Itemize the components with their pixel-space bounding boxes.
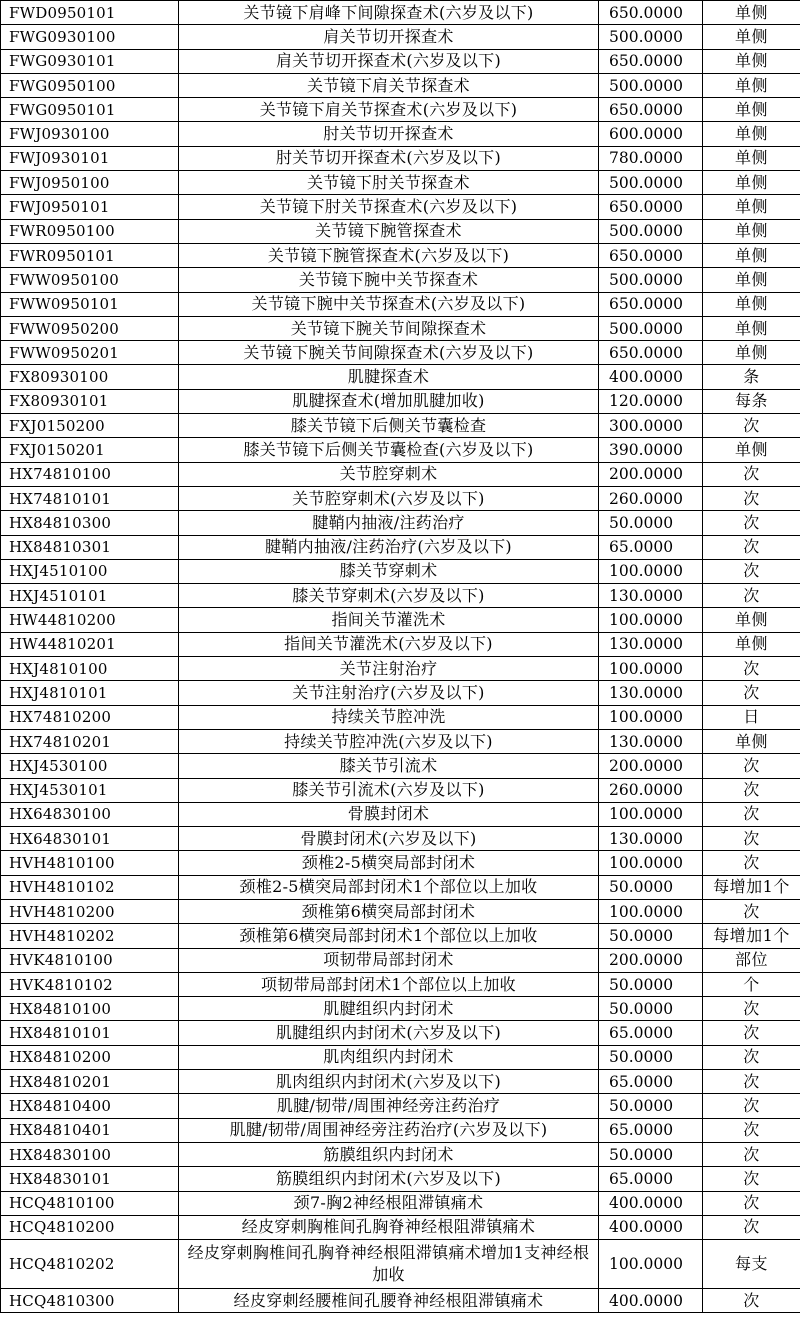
table-row bbox=[1, 802, 800, 826]
item-unit-cell: 每条 bbox=[703, 389, 800, 413]
table-row bbox=[1, 1118, 800, 1142]
item-unit-cell: 次 bbox=[703, 827, 800, 851]
table-row bbox=[1, 1094, 800, 1118]
item-code-cell: HCQ4810202 bbox=[1, 1240, 179, 1289]
item-name-cell: 筋膜组织内封闭术 bbox=[179, 1142, 599, 1166]
table-row bbox=[1, 25, 800, 49]
item-name-cell: 关节腔穿刺术(六岁及以下) bbox=[179, 486, 599, 510]
item-code-cell: HXJ4810101 bbox=[1, 681, 179, 705]
table-row bbox=[1, 98, 800, 122]
item-code-cell: HX84810401 bbox=[1, 1118, 179, 1142]
table-row bbox=[1, 268, 800, 292]
item-price-cell: 130.0000 bbox=[599, 681, 703, 705]
item-unit-cell: 每支 bbox=[703, 1240, 800, 1289]
item-code-cell: HW44810201 bbox=[1, 632, 179, 656]
item-unit-cell: 单侧 bbox=[703, 25, 800, 49]
item-code-cell: HXJ4530101 bbox=[1, 778, 179, 802]
item-name-cell: 经皮穿刺经腰椎间孔腰脊神经根阻滞镇痛术 bbox=[179, 1289, 599, 1313]
item-unit-cell: 单侧 bbox=[703, 1, 800, 25]
table-row bbox=[1, 705, 800, 729]
item-name-cell: 骨膜封闭术(六岁及以下) bbox=[179, 827, 599, 851]
item-price-cell: 400.0000 bbox=[599, 1191, 703, 1215]
item-name-cell: 关节镜下腕中关节探查术(六岁及以下) bbox=[179, 292, 599, 316]
item-unit-cell: 单侧 bbox=[703, 632, 800, 656]
item-name-cell: 持续关节腔冲洗 bbox=[179, 705, 599, 729]
item-price-cell: 120.0000 bbox=[599, 389, 703, 413]
item-code-cell: FWJ0930101 bbox=[1, 146, 179, 170]
item-code-cell: HX74810101 bbox=[1, 486, 179, 510]
item-code-cell: HCQ4810200 bbox=[1, 1215, 179, 1239]
item-name-cell: 关节镜下腕管探查术(六岁及以下) bbox=[179, 243, 599, 267]
item-price-cell: 500.0000 bbox=[599, 73, 703, 97]
item-name-cell: 关节镜下腕中关节探查术 bbox=[179, 268, 599, 292]
item-name-cell: 肌腱组织内封闭术(六岁及以下) bbox=[179, 1021, 599, 1045]
table-row bbox=[1, 754, 800, 778]
item-name-cell: 肩关节切开探查术 bbox=[179, 25, 599, 49]
item-name-cell: 肩关节切开探查术(六岁及以下) bbox=[179, 49, 599, 73]
item-unit-cell: 次 bbox=[703, 1045, 800, 1069]
item-price-cell: 100.0000 bbox=[599, 608, 703, 632]
item-code-cell: HX84810201 bbox=[1, 1070, 179, 1094]
table-row bbox=[1, 1215, 800, 1239]
item-code-cell: HX84810400 bbox=[1, 1094, 179, 1118]
item-unit-cell: 次 bbox=[703, 1021, 800, 1045]
item-name-cell: 关节镜下腕管探查术 bbox=[179, 219, 599, 243]
item-code-cell: HXJ4510101 bbox=[1, 584, 179, 608]
table-row bbox=[1, 657, 800, 681]
item-price-cell: 50.0000 bbox=[599, 1094, 703, 1118]
item-unit-cell: 单侧 bbox=[703, 171, 800, 195]
item-code-cell: FX80930101 bbox=[1, 389, 179, 413]
item-unit-cell: 次 bbox=[703, 486, 800, 510]
item-name-cell: 颈7-胸2神经根阻滞镇痛术 bbox=[179, 1191, 599, 1215]
item-name-cell: 肌腱探查术 bbox=[179, 365, 599, 389]
item-name-cell: 关节镜下腕关节间隙探查术(六岁及以下) bbox=[179, 341, 599, 365]
item-price-cell: 390.0000 bbox=[599, 438, 703, 462]
table-row bbox=[1, 778, 800, 802]
table-row bbox=[1, 535, 800, 559]
item-code-cell: FWR0950101 bbox=[1, 243, 179, 267]
item-price-cell: 130.0000 bbox=[599, 584, 703, 608]
table-row bbox=[1, 1070, 800, 1094]
item-price-cell: 400.0000 bbox=[599, 365, 703, 389]
item-code-cell: HVH4810102 bbox=[1, 875, 179, 899]
item-unit-cell: 单侧 bbox=[703, 49, 800, 73]
item-name-cell: 肘关节切开探查术 bbox=[179, 122, 599, 146]
table-row bbox=[1, 389, 800, 413]
item-price-cell: 50.0000 bbox=[599, 511, 703, 535]
item-price-cell: 600.0000 bbox=[599, 122, 703, 146]
item-code-cell: HVK4810102 bbox=[1, 972, 179, 996]
item-unit-cell: 次 bbox=[703, 899, 800, 923]
item-code-cell: HW44810200 bbox=[1, 608, 179, 632]
item-price-cell: 130.0000 bbox=[599, 729, 703, 753]
item-code-cell: FWW0950201 bbox=[1, 341, 179, 365]
item-code-cell: FWW0950101 bbox=[1, 292, 179, 316]
item-price-cell: 780.0000 bbox=[599, 146, 703, 170]
table-row bbox=[1, 73, 800, 97]
item-unit-cell: 次 bbox=[703, 1191, 800, 1215]
item-code-cell: FWG0930100 bbox=[1, 25, 179, 49]
table-row bbox=[1, 49, 800, 73]
item-name-cell: 膝关节引流术 bbox=[179, 754, 599, 778]
item-code-cell: HCQ4810100 bbox=[1, 1191, 179, 1215]
table-row bbox=[1, 341, 800, 365]
item-code-cell: FWW0950100 bbox=[1, 268, 179, 292]
item-price-cell: 400.0000 bbox=[599, 1289, 703, 1313]
item-unit-cell: 日 bbox=[703, 705, 800, 729]
item-unit-cell: 单侧 bbox=[703, 316, 800, 340]
table-row bbox=[1, 875, 800, 899]
table-row bbox=[1, 972, 800, 996]
item-name-cell: 膝关节引流术(六岁及以下) bbox=[179, 778, 599, 802]
item-price-cell: 650.0000 bbox=[599, 195, 703, 219]
item-name-cell: 指间关节灌洗术 bbox=[179, 608, 599, 632]
table-row bbox=[1, 292, 800, 316]
item-unit-cell: 每增加1个 bbox=[703, 875, 800, 899]
item-unit-cell: 单侧 bbox=[703, 608, 800, 632]
item-name-cell: 项韧带局部封闭术 bbox=[179, 948, 599, 972]
table-row bbox=[1, 171, 800, 195]
item-unit-cell: 次 bbox=[703, 1070, 800, 1094]
item-code-cell: HX74810100 bbox=[1, 462, 179, 486]
item-unit-cell: 次 bbox=[703, 657, 800, 681]
item-unit-cell: 单侧 bbox=[703, 219, 800, 243]
item-name-cell: 腱鞘内抽液/注药治疗 bbox=[179, 511, 599, 535]
item-name-cell: 关节腔穿刺术 bbox=[179, 462, 599, 486]
item-price-cell: 500.0000 bbox=[599, 219, 703, 243]
item-name-cell: 骨膜封闭术 bbox=[179, 802, 599, 826]
table-row bbox=[1, 632, 800, 656]
item-price-cell: 50.0000 bbox=[599, 997, 703, 1021]
table-row bbox=[1, 195, 800, 219]
table-row bbox=[1, 486, 800, 510]
item-name-cell: 肘关节切开探查术(六岁及以下) bbox=[179, 146, 599, 170]
table-row bbox=[1, 1167, 800, 1191]
item-code-cell: HX84810100 bbox=[1, 997, 179, 1021]
table-row bbox=[1, 122, 800, 146]
item-name-cell: 肌肉组织内封闭术(六岁及以下) bbox=[179, 1070, 599, 1094]
table-row bbox=[1, 729, 800, 753]
table-row bbox=[1, 219, 800, 243]
item-price-cell: 65.0000 bbox=[599, 1021, 703, 1045]
item-unit-cell: 次 bbox=[703, 1142, 800, 1166]
item-price-cell: 300.0000 bbox=[599, 414, 703, 438]
item-code-cell: FWG0950101 bbox=[1, 98, 179, 122]
item-code-cell: HVK4810100 bbox=[1, 948, 179, 972]
item-name-cell: 筋膜组织内封闭术(六岁及以下) bbox=[179, 1167, 599, 1191]
item-code-cell: HX64830101 bbox=[1, 827, 179, 851]
item-code-cell: FWJ0930100 bbox=[1, 122, 179, 146]
item-code-cell: FWG0930101 bbox=[1, 49, 179, 73]
item-name-cell: 颈椎第6横突局部封闭术 bbox=[179, 899, 599, 923]
item-price-cell: 50.0000 bbox=[599, 875, 703, 899]
item-unit-cell: 次 bbox=[703, 1094, 800, 1118]
item-unit-cell: 个 bbox=[703, 972, 800, 996]
item-price-cell: 100.0000 bbox=[599, 899, 703, 923]
table-row bbox=[1, 681, 800, 705]
item-code-cell: FXJ0150201 bbox=[1, 438, 179, 462]
table-row bbox=[1, 1240, 800, 1289]
item-name-cell: 膝关节镜下后侧关节囊检查(六岁及以下) bbox=[179, 438, 599, 462]
item-price-cell: 650.0000 bbox=[599, 341, 703, 365]
item-unit-cell: 次 bbox=[703, 1118, 800, 1142]
item-price-cell: 500.0000 bbox=[599, 268, 703, 292]
item-name-cell: 关节镜下肩峰下间隙探查术(六岁及以下) bbox=[179, 1, 599, 25]
item-unit-cell: 次 bbox=[703, 681, 800, 705]
item-unit-cell: 次 bbox=[703, 511, 800, 535]
item-name-cell: 肌腱/韧带/周围神经旁注药治疗 bbox=[179, 1094, 599, 1118]
item-name-cell: 持续关节腔冲洗(六岁及以下) bbox=[179, 729, 599, 753]
table-row bbox=[1, 316, 800, 340]
item-name-cell: 关节镜下肩关节探查术 bbox=[179, 73, 599, 97]
item-price-cell: 100.0000 bbox=[599, 1240, 703, 1289]
item-unit-cell: 单侧 bbox=[703, 438, 800, 462]
item-price-cell: 500.0000 bbox=[599, 316, 703, 340]
item-price-cell: 200.0000 bbox=[599, 754, 703, 778]
table-body bbox=[1, 1, 800, 1313]
item-code-cell: HVH4810202 bbox=[1, 924, 179, 948]
item-name-cell: 关节注射治疗 bbox=[179, 657, 599, 681]
table-row bbox=[1, 608, 800, 632]
item-unit-cell: 每增加1个 bbox=[703, 924, 800, 948]
table-row bbox=[1, 584, 800, 608]
item-code-cell: HX84830100 bbox=[1, 1142, 179, 1166]
table-row bbox=[1, 948, 800, 972]
item-unit-cell: 次 bbox=[703, 851, 800, 875]
item-code-cell: FWJ0950100 bbox=[1, 171, 179, 195]
item-unit-cell: 单侧 bbox=[703, 243, 800, 267]
item-price-cell: 100.0000 bbox=[599, 802, 703, 826]
table-row bbox=[1, 1191, 800, 1215]
item-price-cell: 130.0000 bbox=[599, 632, 703, 656]
table-row bbox=[1, 243, 800, 267]
item-name-cell: 膝关节穿刺术(六岁及以下) bbox=[179, 584, 599, 608]
item-code-cell: FWG0950100 bbox=[1, 73, 179, 97]
item-code-cell: FXJ0150200 bbox=[1, 414, 179, 438]
item-price-cell: 100.0000 bbox=[599, 657, 703, 681]
item-unit-cell: 单侧 bbox=[703, 268, 800, 292]
item-unit-cell: 单侧 bbox=[703, 292, 800, 316]
table-row bbox=[1, 414, 800, 438]
table-row bbox=[1, 146, 800, 170]
item-unit-cell: 次 bbox=[703, 584, 800, 608]
item-price-cell: 130.0000 bbox=[599, 827, 703, 851]
item-name-cell: 指间关节灌洗术(六岁及以下) bbox=[179, 632, 599, 656]
item-code-cell: HX74810201 bbox=[1, 729, 179, 753]
item-code-cell: FWJ0950101 bbox=[1, 195, 179, 219]
item-price-cell: 650.0000 bbox=[599, 98, 703, 122]
item-price-cell: 650.0000 bbox=[599, 292, 703, 316]
table-row bbox=[1, 924, 800, 948]
item-price-cell: 65.0000 bbox=[599, 535, 703, 559]
item-code-cell: FX80930100 bbox=[1, 365, 179, 389]
item-code-cell: HVH4810100 bbox=[1, 851, 179, 875]
item-price-cell: 400.0000 bbox=[599, 1215, 703, 1239]
table-row bbox=[1, 851, 800, 875]
item-price-cell: 50.0000 bbox=[599, 924, 703, 948]
table-row bbox=[1, 559, 800, 583]
item-price-cell: 100.0000 bbox=[599, 705, 703, 729]
table-row bbox=[1, 1021, 800, 1045]
table-row bbox=[1, 1045, 800, 1069]
item-price-cell: 65.0000 bbox=[599, 1118, 703, 1142]
item-name-cell: 肌腱/韧带/周围神经旁注药治疗(六岁及以下) bbox=[179, 1118, 599, 1142]
item-unit-cell: 次 bbox=[703, 1289, 800, 1313]
item-code-cell: HX84810101 bbox=[1, 1021, 179, 1045]
item-unit-cell: 单侧 bbox=[703, 122, 800, 146]
item-code-cell: HXJ4510100 bbox=[1, 559, 179, 583]
item-name-cell: 颈椎2-5横突局部封闭术1个部位以上加收 bbox=[179, 875, 599, 899]
item-name-cell: 经皮穿刺胸椎间孔胸脊神经根阻滞镇痛术增加1支神经根加收 bbox=[179, 1240, 599, 1289]
item-name-cell: 肌腱探查术(增加肌腱加收) bbox=[179, 389, 599, 413]
item-price-cell: 650.0000 bbox=[599, 243, 703, 267]
table-row bbox=[1, 997, 800, 1021]
item-unit-cell: 部位 bbox=[703, 948, 800, 972]
item-unit-cell: 次 bbox=[703, 754, 800, 778]
item-name-cell: 关节镜下肘关节探查术(六岁及以下) bbox=[179, 195, 599, 219]
item-name-cell: 关节镜下腕关节间隙探查术 bbox=[179, 316, 599, 340]
item-name-cell: 颈椎2-5横突局部封闭术 bbox=[179, 851, 599, 875]
item-unit-cell: 单侧 bbox=[703, 341, 800, 365]
item-price-cell: 260.0000 bbox=[599, 778, 703, 802]
table-row bbox=[1, 1, 800, 25]
item-code-cell: FWD0950101 bbox=[1, 1, 179, 25]
item-name-cell: 项韧带局部封闭术1个部位以上加收 bbox=[179, 972, 599, 996]
item-name-cell: 膝关节穿刺术 bbox=[179, 559, 599, 583]
item-name-cell: 膝关节镜下后侧关节囊检查 bbox=[179, 414, 599, 438]
table-row bbox=[1, 462, 800, 486]
item-code-cell: FWW0950200 bbox=[1, 316, 179, 340]
table-row bbox=[1, 827, 800, 851]
item-code-cell: HX84810300 bbox=[1, 511, 179, 535]
table-row bbox=[1, 899, 800, 923]
item-price-cell: 65.0000 bbox=[599, 1167, 703, 1191]
item-unit-cell: 单侧 bbox=[703, 146, 800, 170]
item-price-cell: 50.0000 bbox=[599, 972, 703, 996]
item-code-cell: HXJ4530100 bbox=[1, 754, 179, 778]
item-unit-cell: 次 bbox=[703, 1215, 800, 1239]
item-price-cell: 100.0000 bbox=[599, 851, 703, 875]
item-price-cell: 200.0000 bbox=[599, 462, 703, 486]
item-code-cell: HX84810301 bbox=[1, 535, 179, 559]
item-unit-cell: 次 bbox=[703, 559, 800, 583]
item-price-cell: 100.0000 bbox=[599, 559, 703, 583]
item-code-cell: HX74810200 bbox=[1, 705, 179, 729]
item-unit-cell: 次 bbox=[703, 414, 800, 438]
item-price-cell: 650.0000 bbox=[599, 1, 703, 25]
table-row bbox=[1, 1289, 800, 1313]
item-code-cell: HVH4810200 bbox=[1, 899, 179, 923]
table-row bbox=[1, 438, 800, 462]
item-price-cell: 500.0000 bbox=[599, 171, 703, 195]
item-unit-cell: 次 bbox=[703, 802, 800, 826]
item-unit-cell: 条 bbox=[703, 365, 800, 389]
item-name-cell: 腱鞘内抽液/注药治疗(六岁及以下) bbox=[179, 535, 599, 559]
item-price-cell: 500.0000 bbox=[599, 25, 703, 49]
item-name-cell: 关节镜下肘关节探查术 bbox=[179, 171, 599, 195]
table-row bbox=[1, 1142, 800, 1166]
item-price-cell: 650.0000 bbox=[599, 49, 703, 73]
item-unit-cell: 单侧 bbox=[703, 73, 800, 97]
table-row bbox=[1, 511, 800, 535]
item-code-cell: HXJ4810100 bbox=[1, 657, 179, 681]
item-code-cell: HX84830101 bbox=[1, 1167, 179, 1191]
item-unit-cell: 单侧 bbox=[703, 98, 800, 122]
item-code-cell: HX64830100 bbox=[1, 802, 179, 826]
item-name-cell: 经皮穿刺胸椎间孔胸脊神经根阻滞镇痛术 bbox=[179, 1215, 599, 1239]
item-name-cell: 肌肉组织内封闭术 bbox=[179, 1045, 599, 1069]
item-price-cell: 50.0000 bbox=[599, 1045, 703, 1069]
item-unit-cell: 单侧 bbox=[703, 195, 800, 219]
table-row bbox=[1, 365, 800, 389]
item-price-cell: 50.0000 bbox=[599, 1142, 703, 1166]
item-unit-cell: 单侧 bbox=[703, 729, 800, 753]
item-name-cell: 关节注射治疗(六岁及以下) bbox=[179, 681, 599, 705]
item-name-cell: 肌腱组织内封闭术 bbox=[179, 997, 599, 1021]
item-code-cell: HCQ4810300 bbox=[1, 1289, 179, 1313]
item-unit-cell: 次 bbox=[703, 997, 800, 1021]
item-code-cell: FWR0950100 bbox=[1, 219, 179, 243]
item-price-cell: 260.0000 bbox=[599, 486, 703, 510]
item-unit-cell: 次 bbox=[703, 1167, 800, 1191]
item-name-cell: 颈椎第6横突局部封闭术1个部位以上加收 bbox=[179, 924, 599, 948]
item-name-cell: 关节镜下肩关节探查术(六岁及以下) bbox=[179, 98, 599, 122]
item-unit-cell: 次 bbox=[703, 778, 800, 802]
item-price-cell: 200.0000 bbox=[599, 948, 703, 972]
item-unit-cell: 次 bbox=[703, 462, 800, 486]
item-unit-cell: 次 bbox=[703, 535, 800, 559]
item-code-cell: HX84810200 bbox=[1, 1045, 179, 1069]
item-price-cell: 65.0000 bbox=[599, 1070, 703, 1094]
